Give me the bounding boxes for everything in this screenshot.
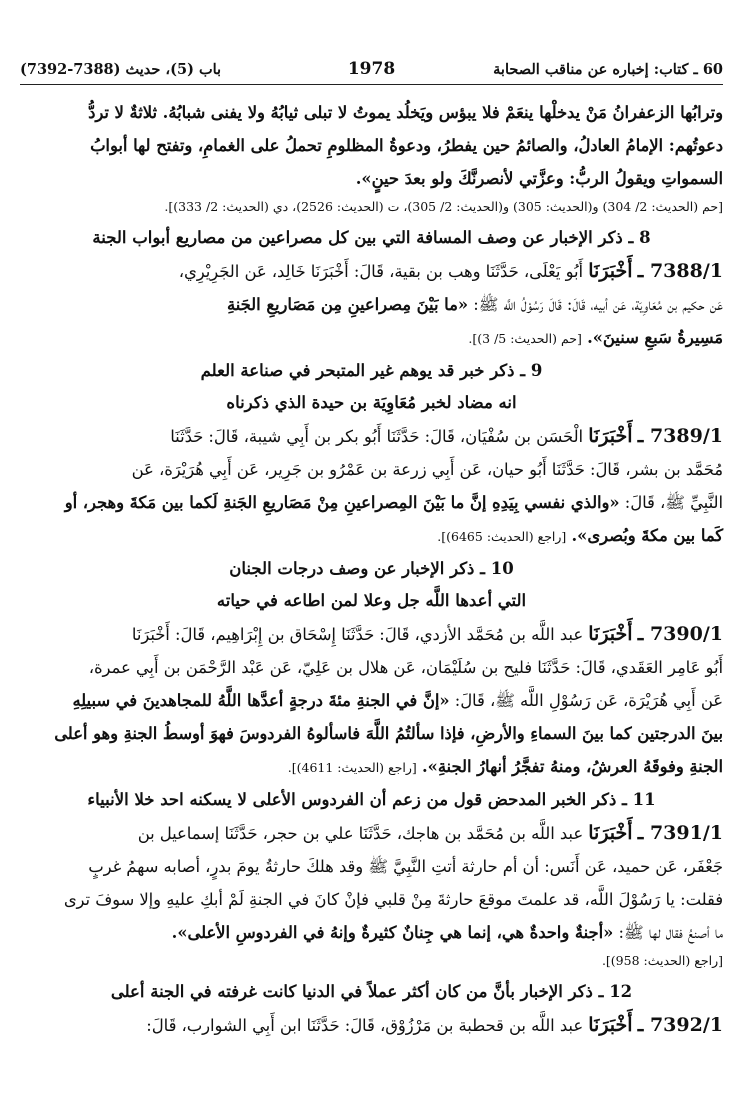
akhbarana: أَخْبَرَنَا bbox=[588, 623, 633, 645]
akhbarana: أَخْبَرَنَا bbox=[588, 260, 633, 282]
text-line: أَبُو عَامِر العَقَدي، قَالَ: حَدَّثَنَا فليح بن سُلَيْمَان، عَن هلال بن عَلِيّ، عَن عَبْد الرَّحْمَن بن أَبِي عمرة، bbox=[88, 658, 723, 677]
matn-text: «والذي نفسي بِيَدِهِ إنَّ ما بَيْنَ المِصراعينِ مِنْ مَصَاريعِ الجَنةِ لَكما بين مَكةَ وهجر، أو bbox=[64, 493, 620, 512]
text-line bbox=[20, 486, 723, 519]
section-heading: 10 ـ ذكر الإخبار عن وصف درجات الجنان bbox=[229, 559, 514, 578]
text-line: وترابُها الزعفرانُ مَنْ يدخلْها ينعَمْ فلا يبؤس ويَخلُد يموتُ لا تبلى ثيابُهُ ولا يفنى شبابُهُ. ثلاثةٌ لا تردُّ bbox=[88, 103, 723, 122]
hadith-continuation bbox=[20, 96, 723, 219]
reference-note: [حم (الحديث: 2/ 304) و(الحديث: 305) و(الحديث: 2/ 305)، ت (الحديث: 2526)، دي (الحديث: 2/ 333)]. bbox=[164, 199, 723, 214]
page-body bbox=[20, 96, 723, 1042]
section-10 bbox=[20, 554, 723, 783]
hadith-first-line bbox=[20, 255, 723, 288]
text-line: السمواتِ ويقولُ الربُّ: وعزَّتي لأنصرنَّكَ ولو بعدَ حينٍ». bbox=[355, 169, 723, 188]
hadith-first-line bbox=[20, 1009, 723, 1042]
text-line bbox=[20, 519, 723, 552]
matn-text: «إنَّ في الجنةِ مئةَ درجةٍ أعدَّها اللَّهُ للمجاهدينَ في سبيلِهِ bbox=[72, 691, 450, 710]
text-line: مُحَمَّد بن بشر، قَالَ: حَدَّثَنَا أَبُو حيان، عَن أَبِي زرعة بن عَمْرُو بن جَرِير، عَن أَبِي هُرَيْرَة، عَن bbox=[131, 460, 723, 479]
section-12 bbox=[20, 977, 723, 1042]
text-line bbox=[20, 684, 723, 717]
section-subheading: انه مضاد لخبر مُعَاوِيَة بن حيدة الذي ذكرناه bbox=[226, 393, 517, 412]
text-line: دعوتُهم: الإمامُ العادلُ، والصائمُ حين يفطرُ، ودعوةُ المظلومِ تحملُ على الغمامِ، وتفتح لها أبوابُ bbox=[90, 136, 723, 155]
hadith-number: 7391/1 ـ bbox=[637, 822, 723, 844]
hadith-number: 7390/1 ـ bbox=[637, 623, 723, 645]
text-line bbox=[20, 750, 723, 783]
section-9 bbox=[20, 356, 723, 552]
reference-note: [راجع (الحديث: 6465)]. bbox=[437, 529, 567, 544]
isnad-text: النَّبِيِّ ﷺ، قَالَ: bbox=[624, 493, 723, 512]
section-8 bbox=[20, 223, 723, 354]
reference-note: [حم (الحديث: 5/ 3)]. bbox=[468, 331, 582, 346]
text-line: جَعْفَر، عَن حميد، عَن أَنَس: أن أم حارثة أتتِ النَّبِيَّ ﷺ وقد هلكَ حارثةُ يومَ بدرٍ، أصابه سهمُ غربٍ bbox=[88, 857, 723, 876]
hadith-first-line bbox=[20, 420, 723, 453]
header-book-title: 60 ـ كتاب: إخباره عن مناقب الصحابة bbox=[493, 60, 723, 78]
hadith-number: 7389/1 ـ bbox=[637, 425, 723, 447]
isnad-text: عَن حكيم بن مُعَاوِيَة، عَن أبيه، قَالَ: قَالَ رَسُوْلُ اللَّه ﷺ: bbox=[473, 295, 723, 314]
section-11 bbox=[20, 785, 723, 973]
akhbarana: أَخْبَرَنَا bbox=[588, 425, 633, 447]
isnad-text: الْحَسَن بن سُفْيَان، قَالَ: حَدَّثَنَا أَبُو بكر بن أَبِي شيبة، قَالَ: حَدَّثَنَا bbox=[170, 427, 584, 446]
hadith-first-line bbox=[20, 618, 723, 651]
matn-text: «أجنةٌ واحدةٌ هي، إنما هي جِنانٌ كثيرةٌ وإنهُ في الفردوسِ الأعلى». bbox=[171, 923, 614, 942]
isnad-text: عبد اللَّه بن مُحَمَّد بن هاجك، حَدَّثَنَا علي بن حجر، حَدَّثَنَا إسماعيل بن bbox=[137, 824, 584, 843]
hadith-number: 7388/1 ـ bbox=[637, 260, 723, 282]
page-number: 1978 bbox=[347, 59, 396, 79]
section-subheading: التي أعدها اللَّه جل وعلا لمن اطاعه في حياته bbox=[216, 591, 527, 610]
isnad-text: ما أصنعُ فقال لها ﷺ: bbox=[618, 923, 723, 942]
section-heading: 9 ـ ذكر خبر قد يوهم غير المتبحر في صناعة العلم bbox=[200, 361, 543, 380]
akhbarana: أَخْبَرَنَا bbox=[588, 1014, 633, 1036]
isnad-text: عبد اللَّه بن مُحَمَّد الأزدي، قَالَ: حَدَّثَنَا إِسْحَاق بن إِبْرَاهِيم، قَالَ: أَخْبَرَنَا bbox=[131, 625, 584, 644]
matn-text: الجنةِ وفوقَهُ العرشُ، ومنهُ تفجَّرُ أنهارُ الجنةِ». bbox=[421, 757, 723, 776]
matn-text: «ما بَيْنَ مِصراعينِ مِن مَصَاريعِ الجَنةِ bbox=[227, 295, 469, 314]
reference-note: [راجع (الحديث: 4611)]. bbox=[287, 760, 417, 775]
section-heading: 8 ـ ذكر الإخبار عن وصف المسافة التي بين كل مصراعين من مصاريع أبواب الجنة bbox=[92, 228, 651, 247]
reference-note: [راجع (الحديث: 958)]. bbox=[601, 953, 723, 968]
text-line bbox=[20, 916, 723, 949]
matn-text: مَسِيرةُ سَبعِ سنينَ». bbox=[587, 328, 723, 347]
text-line: بينَ الدرجتين كما بينَ السماءِ والأرضِ، فإذا سألتُمُ اللَّهَ فاسألوهُ الفردوسَ فهوَ أوسطُ الجنةِ وهو أعلى bbox=[54, 724, 723, 743]
section-heading: 12 ـ ذكر الإخبار بأنَّ من كان أكثر عملاً في الدنيا كانت غرفته في الجنة أعلى bbox=[110, 982, 633, 1001]
akhbarana: أَخْبَرَنَا bbox=[588, 822, 633, 844]
text-line: فقلت: يا رَسُوْلَ اللَّه، قد علمتَ موقعَ حارثةَ مِنْ قلبي فإنْ كانَ في الجنةِ لَمْ أبكِ عليهِ وإلا سوفَ ترى bbox=[63, 890, 723, 909]
hadith-first-line bbox=[20, 817, 723, 850]
text-line bbox=[20, 321, 723, 354]
page-header bbox=[20, 54, 723, 85]
isnad-text: عبد اللَّه بن قحطبة بن مَرْزُوْق، قَالَ: حَدَّثَنَا ابن أَبِي الشوارب، قَالَ: bbox=[146, 1016, 584, 1035]
hadith-number: 7392/1 ـ bbox=[637, 1014, 723, 1036]
section-heading: 11 ـ ذكر الخبر المدحض قول من زعم أن الفردوس الأعلى لا يسكنه احد خلا الأنبياء bbox=[87, 790, 656, 809]
matn-text: كَما بين مكةَ وبُصرى». bbox=[571, 526, 723, 545]
header-chapter-ref: باب (5)، حديث (7388-7392) bbox=[20, 60, 222, 78]
text-line bbox=[20, 288, 723, 321]
isnad-text: أَبُو يَعْلَى، حَدَّثَنَا وهب بن بقية، قَالَ: أَخْبَرَنَا خَالِد، عَن الجَرِيْرِي، bbox=[178, 262, 584, 281]
isnad-text: عَن أَبِي هُرَيْرَة، عَن رَسُوْلِ اللَّه ﷺ، قَالَ: bbox=[454, 691, 723, 710]
